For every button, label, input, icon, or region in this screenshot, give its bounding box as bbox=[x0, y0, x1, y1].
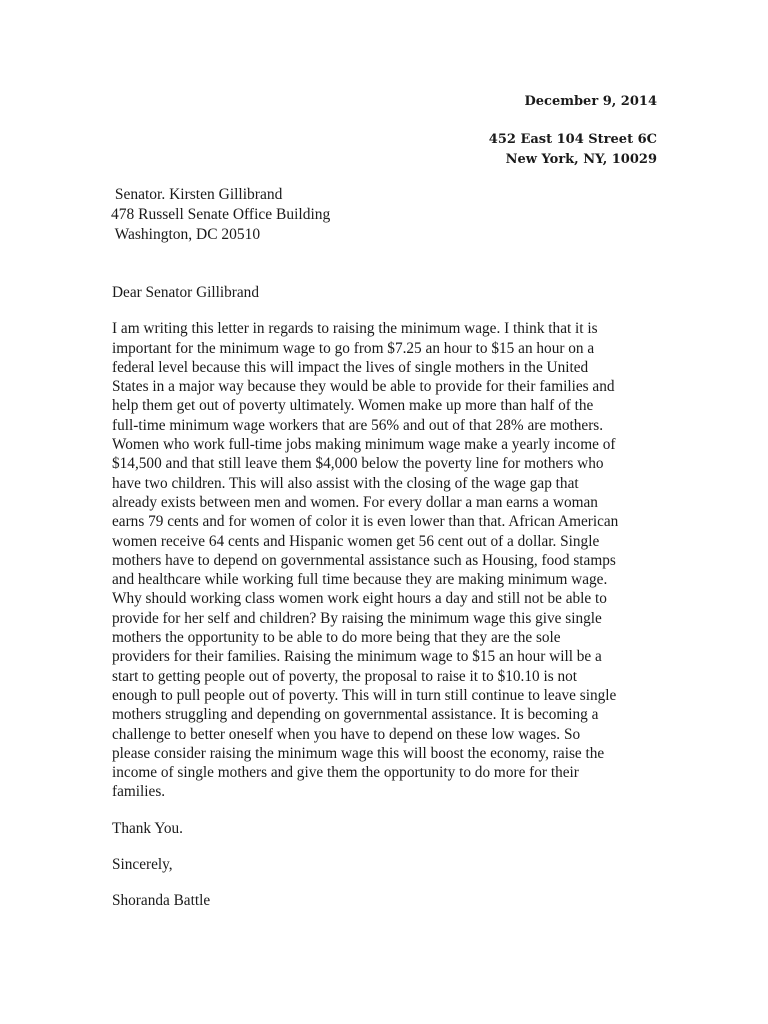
body-line: start to getting people out of poverty, the proposal to raise it to $10.10 is not bbox=[112, 667, 578, 685]
body-line: please consider raising the minimum wage this will boost the economy, raise the bbox=[112, 744, 605, 762]
body-line: full-time minimum wage workers that are 56% and out of that 28% are mothers. bbox=[112, 416, 604, 434]
body-line: Why should working class women work eight hours a day and still not be able to bbox=[112, 590, 607, 608]
body-line: families. bbox=[112, 783, 166, 801]
sender-block bbox=[489, 92, 657, 170]
sender-address-line2: New York, NY, 10029 bbox=[505, 152, 657, 167]
recipient-block bbox=[111, 185, 330, 245]
body-line: Women who work full-time jobs making minimum wage make a yearly income of bbox=[112, 436, 616, 454]
body-paragraph bbox=[112, 319, 660, 801]
body-line: States in a major way because they would be able to provide for their families and bbox=[112, 378, 615, 396]
body-line: help them get out of poverty ultimately. Women make up more than half of the bbox=[112, 397, 594, 415]
body-line: mothers have to depend on governmental assistance such as Housing, food stamps bbox=[112, 551, 616, 569]
letter-date: December 9, 2014 bbox=[524, 94, 657, 109]
body-line: I am writing this letter in regards to raising the minimum wage. I think that it is bbox=[112, 320, 598, 338]
recipient-name: Senator. Kirsten Gillibrand bbox=[111, 186, 283, 203]
body-line: have two children. This will also assist with the closing of the wage gap that bbox=[112, 474, 579, 492]
body-line: enough to pull people out of poverty. This will in turn still continue to leave single bbox=[112, 686, 617, 704]
body-line: mothers the opportunity to be able to do more being that they are the sole bbox=[112, 629, 561, 647]
body-line: women receive 64 cents and Hispanic women get 56 cent out of a dollar. Single bbox=[112, 532, 600, 550]
body-line: $14,500 and that still leave them $4,000 below the poverty line for mothers who bbox=[112, 455, 604, 473]
body-line: and healthcare while working full time because they are making minimum wage. bbox=[112, 571, 608, 589]
body-line: already exists between men and women. For every dollar a man earns a woman bbox=[112, 493, 598, 511]
body-line: provide for her self and children? By raising the minimum wage this give single bbox=[112, 609, 602, 627]
signature-name: Shoranda Battle bbox=[112, 892, 211, 910]
closing-block bbox=[112, 819, 660, 911]
body-line: federal level because this will impact the lives of single mothers in the United bbox=[112, 358, 589, 376]
recipient-address-line1: 478 Russell Senate Office Building bbox=[111, 206, 331, 223]
body-line: challenge to better oneself when you have to depend on these low wages. So bbox=[112, 725, 581, 743]
body-line: important for the minimum wage to go from $7.25 an hour to $15 an hour on a bbox=[112, 339, 595, 357]
valediction: Sincerely, bbox=[112, 856, 173, 874]
body-line: providers for their families. Raising the minimum wage to $15 an hour will be a bbox=[112, 648, 602, 666]
recipient-address-line2: Washington, DC 20510 bbox=[111, 226, 261, 243]
sender-address-line1: 452 East 104 Street 6C bbox=[488, 132, 657, 147]
salutation: Dear Senator Gillibrand bbox=[112, 284, 259, 301]
thanks-line: Thank You. bbox=[112, 819, 183, 837]
body-line: mothers struggling and depending on governmental assistance. It is becoming a bbox=[112, 706, 599, 724]
body-line: earns 79 cents and for women of color it is even lower than that. African American bbox=[112, 513, 619, 531]
body-line: income of single mothers and give them the opportunity to do more for their bbox=[112, 764, 579, 782]
letter-body bbox=[112, 283, 660, 928]
